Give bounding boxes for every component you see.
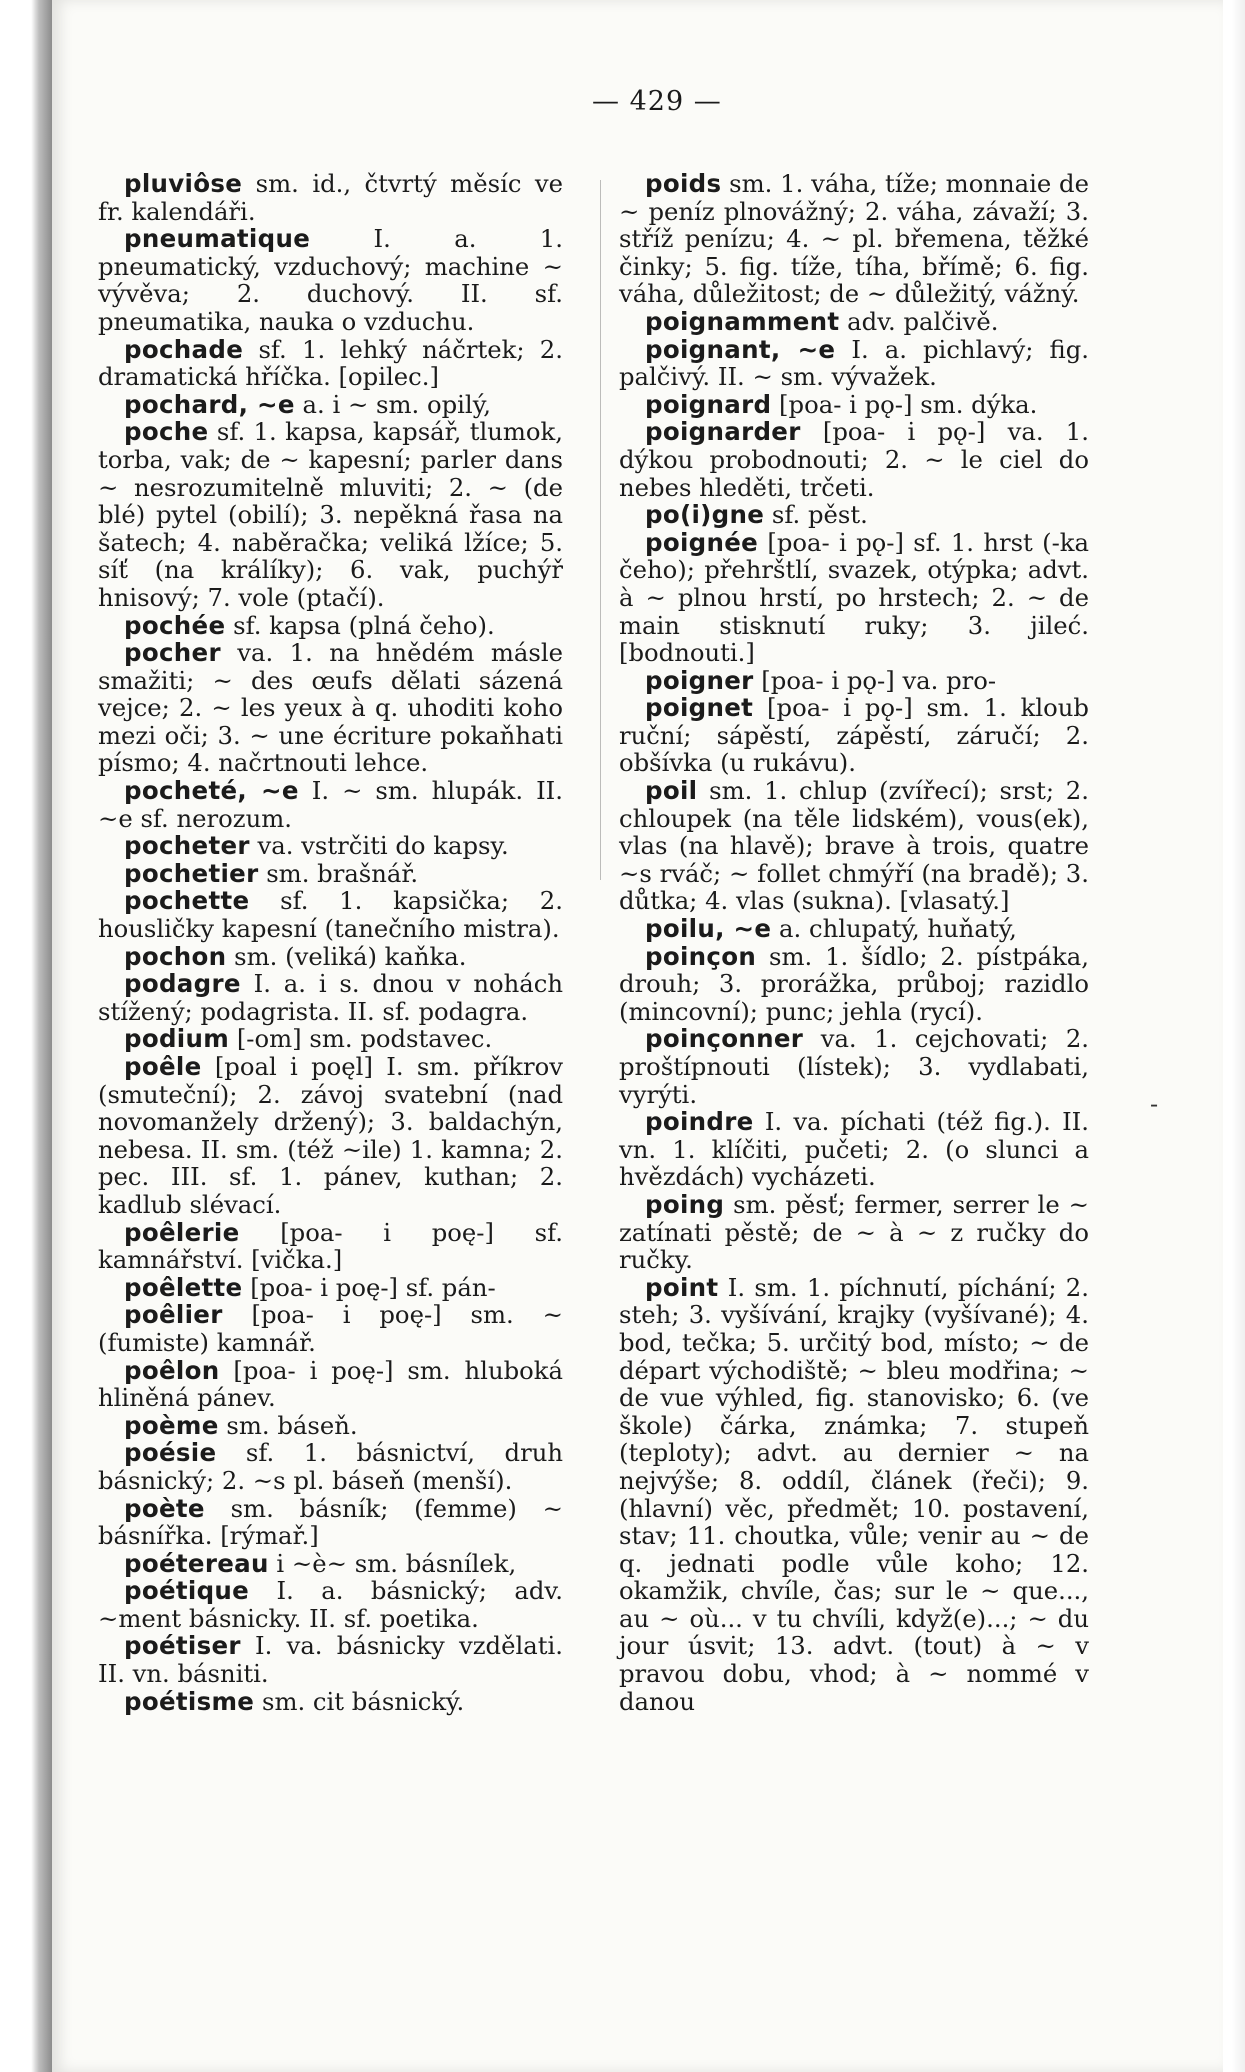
entry-headword: poignant, ~e: [645, 334, 836, 364]
entry-headword: poêlerie: [124, 1217, 240, 1247]
left-column: [98, 170, 563, 1715]
entry-paragraph: [619, 418, 1089, 501]
dictionary-entry: [619, 1274, 1089, 1716]
entry-paragraph: [619, 943, 1089, 1026]
entry-headword: poétique: [124, 1576, 250, 1606]
entry-headword: poétiser: [124, 1631, 241, 1661]
entry-headword: pneumatique: [124, 224, 311, 254]
entry-definition: [poa- i pǫ-] va. 1. dýkou probodnouti; 2. ~ le ciel do nebes hleděti, trčeti.: [619, 417, 1089, 502]
entry-paragraph: [98, 943, 563, 971]
entry-definition: sf. pěst.: [771, 500, 868, 530]
entry-headword: pochette: [124, 886, 250, 916]
entry-headword: pochon: [124, 941, 227, 971]
page-number: — 429 —: [592, 86, 722, 117]
entry-definition: [poa- i poę-] sm. hluboká hliněná pánev.: [98, 1355, 563, 1413]
dictionary-entry: [98, 170, 563, 225]
entry-paragraph: [98, 777, 563, 832]
entry-headword: pocher: [124, 638, 221, 668]
entry-definition: I. va. básnicky vzdělati. II. vn. básniti.: [98, 1631, 563, 1689]
entry-headword: poêlier: [124, 1300, 223, 1330]
entry-paragraph: [619, 694, 1089, 777]
entry-definition: a. chlupatý, huňatý,: [779, 914, 1017, 944]
entry-definition: sf. 1. kapsička; 2. housličky kapesní (tanečního mistra).: [98, 886, 563, 944]
entry-paragraph: [619, 391, 1089, 419]
entry-paragraph: [619, 915, 1089, 943]
dictionary-entry: [619, 915, 1089, 943]
entry-headword: poilu, ~e: [645, 914, 772, 944]
entry-definition: [poa- i poę-] sf. kamnářství. [vička.]: [98, 1217, 563, 1275]
entry-headword: poétisme: [124, 1686, 255, 1716]
entry-headword: poète: [124, 1493, 205, 1523]
entry-definition: sm. (veliká) kaňka.: [234, 941, 467, 971]
entry-headword: pochade: [124, 334, 244, 364]
dictionary-entry: [98, 1357, 563, 1412]
scan-edge-left: [0, 0, 52, 2072]
entry-headword: poigner: [645, 665, 754, 695]
entry-headword: poche: [124, 417, 209, 447]
dictionary-entry: [98, 1688, 563, 1716]
entry-definition: [poa- i poę-] sm. ~ (fumiste) kamnář.: [98, 1300, 563, 1357]
entry-paragraph: [98, 970, 563, 1025]
scan-edge-right: [1223, 0, 1245, 2072]
margin-dash-mark: -: [1150, 1090, 1159, 1118]
entry-definition: [poal i poęl] I. sm. příkrov (smuteční); 2. závoj svatební (nad novomanžely držený); 3. baldachýn, nebesa. II. sm. (též ~ile) 1. kamna; 2. pec. III. sf. 1. pánev, kuthan; 2. kadlub slévací.: [98, 1052, 564, 1219]
right-column: [619, 170, 1089, 1715]
dictionary-entry: [98, 391, 563, 419]
dictionary-entry: [619, 529, 1089, 667]
entry-paragraph: [98, 225, 563, 335]
dictionary-entry: [98, 612, 563, 640]
entry-definition: sm. báseň.: [226, 1410, 358, 1440]
entry-definition: I. sm. 1. píchnutí, píchání; 2. steh; 3. vyšívání, krajky (vyšívané); 4. bod, tečka; 5. určitý bod, místo; ~ de départ východiště; ~ bleu modřina; ~ de vue výhled, fig. stanovisko; 6. (ve škole) čárka, známka; 7. stupeň (teploty); advt. au dernier ~ na nejvýše; 8. oddíl, článek (řeči); 9. (hlavní) věc, předmět; 10. postavení, stav; 11. choutka, vůle; venir au ~ de q. jednati podle vůle koho; 12. okamžik, chvíle, čas; sur le ~ que..., au ~ où... v tu chvíli, když(e)...; ~ du jour úsvit; 13. advt. (tout) à ~ v pravou dobu, vhod; à ~ nommé v danou: [619, 1272, 1089, 1716]
entry-headword: poêlon: [124, 1355, 220, 1385]
entry-paragraph: [98, 170, 563, 225]
entry-definition: [poa- i pǫ-] sm. dýka.: [779, 389, 1038, 419]
entry-definition: sm. brašnář.: [266, 858, 419, 888]
entry-headword: poêle: [124, 1052, 202, 1081]
entry-paragraph: [98, 639, 563, 777]
entry-definition: sm. pěsť; fermer, serrer le ~ zatínati pěstě; de ~ à ~ z ručky do ručky.: [619, 1189, 1089, 1275]
entry-paragraph: [98, 418, 563, 611]
entry-headword: poêlette: [124, 1272, 243, 1302]
entry-paragraph: [98, 832, 563, 860]
entry-definition: I. a. i s. dnou v nohách stížený; podagrista. II. sf. podagra.: [98, 969, 563, 1026]
entry-definition: [poa- i pǫ-] sf. 1. hrst (-ka čeho); přehrštlí, svazek, otýpka; advt. à ~ plnou hrstí, po hrstech; 2. ~ de main stisknutí ruky; 3. jileć. [bodnouti.]: [619, 527, 1089, 668]
entry-paragraph: [619, 336, 1089, 391]
dictionary-entry: [619, 943, 1089, 1026]
entry-definition: [poa- i poę-] sf. pán-: [250, 1272, 496, 1302]
dictionary-entry: [98, 336, 563, 391]
entry-paragraph: [98, 1688, 563, 1716]
entry-headword: poème: [124, 1410, 219, 1440]
dictionary-entry: [98, 1301, 563, 1356]
entry-paragraph: [619, 170, 1089, 308]
entry-paragraph: [98, 1357, 563, 1412]
entry-definition: [-om] sm. podstavec.: [236, 1024, 493, 1054]
entry-headword: pochard, ~e: [124, 389, 295, 419]
entry-definition: sf. 1. lehký náčrtek; 2. dramatická hříčka. [opilec.]: [98, 334, 563, 392]
entry-headword: po(i)gne: [645, 500, 765, 530]
dictionary-entry: [98, 1577, 563, 1632]
entry-definition: sm. cit básnický.: [261, 1686, 465, 1716]
entry-paragraph: [98, 1632, 563, 1687]
dictionary-entry: [98, 1550, 563, 1578]
entry-headword: poignard: [645, 389, 772, 419]
dictionary-entry: [98, 418, 563, 611]
dictionary-entry: [98, 777, 563, 832]
dictionary-entry: [98, 943, 563, 971]
entry-headword: poignamment: [645, 306, 840, 336]
entry-definition: sm. básník; (femme) ~ básnířka. [rýmař.]: [98, 1493, 563, 1551]
entry-definition: sf. 1. básnictví, druh básnický; 2. ~s pl. báseň (menší).: [98, 1438, 563, 1495]
dictionary-entry: [619, 777, 1089, 915]
dictionary-entry: [98, 832, 563, 860]
dictionary-entry: [619, 418, 1089, 501]
column-divider: [600, 180, 601, 880]
dictionary-entry: [98, 1632, 563, 1687]
entry-paragraph: [98, 391, 563, 419]
dictionary-entry: [98, 1274, 563, 1302]
entry-definition: sf. kapsa (plná čeho).: [233, 610, 495, 640]
dictionary-entry: [98, 225, 563, 335]
dictionary-entry: [619, 1025, 1089, 1108]
entry-paragraph: [619, 1191, 1089, 1274]
entry-headword: pocheter: [124, 831, 250, 861]
entry-headword: point: [645, 1272, 719, 1302]
entry-headword: poignet: [645, 693, 754, 723]
entry-definition: adv. palčivě.: [847, 306, 999, 336]
entry-headword: poignarder: [645, 417, 801, 447]
entry-paragraph: [619, 777, 1089, 915]
dictionary-entry: [619, 667, 1089, 695]
dictionary-entry: [98, 1495, 563, 1550]
dictionary-entry: [98, 1219, 563, 1274]
entry-definition: I. a. 1. pneumatický, vzduchový; machine ~ vývěva; 2. duchový. II. sf. pneumatika, nauka o vzduchu.: [98, 224, 563, 336]
entry-paragraph: [98, 336, 563, 391]
entry-paragraph: [98, 1219, 563, 1274]
dictionary-entry: [619, 391, 1089, 419]
entry-definition: I. a. pichlavý; fig. palčivý. II. ~ sm. vývažek.: [619, 334, 1089, 392]
dictionary-entry: [98, 860, 563, 888]
entry-definition: sf. 1. kapsa, kapsář, tlumok, torba, vak; de ~ kapesní; parler dans ~ nesrozumitelně mluviti; 2. ~ (de blé) pytel (obilí); 3. nepěkná řasa na šatech; 4. naběračka; veliká lžíce; 5. síť (na králíky); 6. vak, puchýř hnisový; 7. vole (ptačí).: [98, 417, 563, 612]
entry-headword: pocheté, ~e: [124, 776, 299, 806]
entry-paragraph: [619, 529, 1089, 667]
dictionary-entry: [619, 501, 1089, 529]
entry-definition: i ~è~ sm. básnílek,: [276, 1548, 517, 1578]
entry-definition: sm. 1. váha, tíže; monnaie de ~ peníz plnovážný; 2. váha, závaží; 3. stříž penízu; 4. ~ pl. břemena, těžké činky; 5. fig. tíže, tíha, břímě; 6. fig. váha, důležitost; de ~ důležitý, vážný.: [619, 169, 1089, 309]
dictionary-entry: [98, 639, 563, 777]
entry-headword: poindre: [645, 1107, 754, 1137]
entry-paragraph: [619, 667, 1089, 695]
entry-headword: poing: [645, 1189, 725, 1219]
entry-paragraph: [98, 887, 563, 942]
entry-definition: va. 1. cejchovati; 2. proštípnouti (lístek); 3. vydlabati, vyrýti.: [619, 1024, 1089, 1109]
entry-headword: poil: [645, 776, 698, 806]
entry-paragraph: [619, 1274, 1089, 1716]
entry-paragraph: [98, 1274, 563, 1302]
entry-paragraph: [619, 501, 1089, 529]
entry-definition: sm. 1. šídlo; 2. pístpáka, drouh; 3. prorážka, průboj; razidlo (mincovní); punc; jehla (rycí).: [619, 941, 1089, 1026]
entry-definition: va. 1. na hnědém másle smažiti; ~ des œufs dělati sázená vejce; 2. ~ les yeux à q. uhoditi koho mezi oči; 3. ~ une écriture pokaňhati písmo; 4. načrtnouti lehce.: [98, 638, 563, 778]
entry-paragraph: [98, 1550, 563, 1578]
entry-definition: sm. 1. chlup (zvířecí); srst; 2. chloupek (na těle lidském), vous(ek), vlas (na hlavě); brave à trois, quatre ~s rváč; ~ follet chmýří (na bradě); 3. důtka; 4. vlas (sukna). [vlasatý.]: [619, 776, 1089, 916]
entry-headword: poignée: [645, 527, 759, 557]
entry-definition: I. ~ sm. hlupák. II. ~e sf. nerozum.: [98, 776, 564, 833]
dictionary-entry: [619, 336, 1089, 391]
entry-headword: poinçonner: [645, 1024, 804, 1054]
dictionary-entry: [619, 1191, 1089, 1274]
dictionary-entry: [619, 694, 1089, 777]
dictionary-entry: [98, 970, 563, 1025]
entry-paragraph: [98, 860, 563, 888]
entry-headword: pochetier: [124, 858, 259, 888]
dictionary-entry: [619, 170, 1089, 308]
dictionary-entry: [619, 1108, 1089, 1191]
entry-headword: pluviôse: [124, 169, 243, 198]
entry-definition: [poa- i pǫ-] sm. 1. kloub ruční; sápěstí, zápěstí, záručí; 2. obšívka (u rukávu).: [619, 693, 1089, 778]
entry-paragraph: [98, 1025, 563, 1053]
entry-paragraph: [98, 1495, 563, 1550]
entry-paragraph: [619, 308, 1089, 336]
entry-paragraph: [98, 1053, 563, 1219]
entry-definition: [poa- i pǫ-] va. pro-: [761, 665, 997, 695]
entry-paragraph: [619, 1108, 1089, 1191]
entry-paragraph: [619, 1025, 1089, 1108]
entry-headword: poétereau: [124, 1548, 269, 1578]
entry-definition: I. va. píchati (též fig.). II. vn. 1. klíčiti, pučeti; 2. (o slunci a hvězdách) vycházeti.: [619, 1107, 1089, 1192]
entry-definition: a. i ~ sm. opilý,: [302, 389, 491, 419]
dictionary-entry: [98, 1025, 563, 1053]
entry-paragraph: [98, 612, 563, 640]
entry-definition: I. a. básnický; adv. ~ment básnicky. II. sf. poetika.: [98, 1576, 563, 1633]
entry-headword: poésie: [124, 1438, 217, 1468]
dictionary-page: [52, 0, 1223, 2072]
entry-headword: pochée: [124, 610, 226, 640]
entry-paragraph: [98, 1412, 563, 1440]
entry-headword: poids: [645, 169, 722, 198]
entry-paragraph: [98, 1301, 563, 1356]
dictionary-entry: [98, 1412, 563, 1440]
entry-headword: podagre: [124, 969, 241, 999]
entry-paragraph: [98, 1439, 563, 1494]
entry-headword: poinçon: [645, 941, 757, 971]
dictionary-entry: [98, 1053, 563, 1219]
dictionary-entry: [98, 887, 563, 942]
dictionary-entry: [98, 1439, 563, 1494]
entry-paragraph: [98, 1577, 563, 1632]
dictionary-entry: [619, 308, 1089, 336]
entry-definition: sm. id., čtvrtý měsíc ve fr. kalendáři.: [98, 169, 563, 226]
entry-definition: va. vstrčiti do kapsy.: [257, 831, 509, 861]
entry-headword: podium: [124, 1024, 230, 1054]
